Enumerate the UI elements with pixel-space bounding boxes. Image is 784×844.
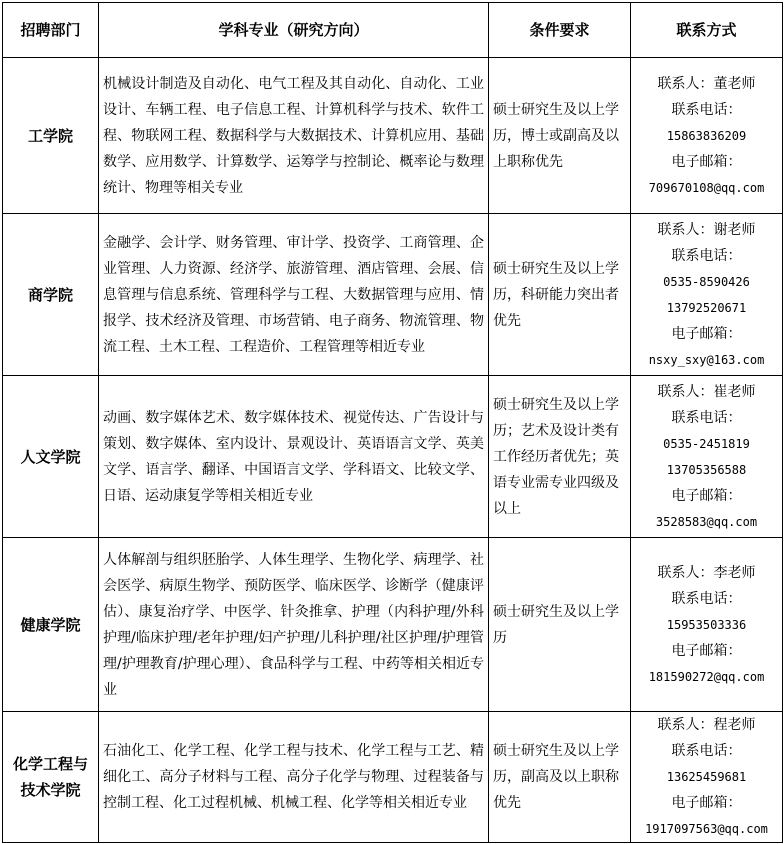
contact-person: 联系人：崔老师 — [657, 383, 756, 400]
requirements-cell: 硕士研究生及以上学历，博士或副高及以上职称优先 — [489, 58, 631, 214]
header-department: 招聘部门 — [3, 3, 99, 58]
email-label: 电子邮箱： — [671, 325, 742, 342]
requirements-cell: 硕士研究生及以上学历 — [489, 538, 631, 712]
email-label: 电子邮箱： — [671, 642, 742, 659]
email-address: nsxy_sxy@163.com — [648, 352, 765, 367]
requirements-cell: 硕士研究生及以上学历，副高及以上职称优先 — [489, 712, 631, 843]
majors-cell: 金融学、会计学、财务管理、审计学、投资学、工商管理、企业管理、人力资源、经济学、旅游管理、酒店管理、会展、信息管理与信息系统、管理科学与工程、大数据管理与应用、情报学、技术经济及管理、市场营销、电子商务、物流管理、物流工程、土木工程、工程造价、工程管理等相近专业 — [99, 214, 489, 376]
contact-person: 联系人：程老师 — [657, 717, 756, 733]
contact-person: 联系人：谢老师 — [657, 221, 756, 238]
phone-number: 13705356588 — [666, 462, 747, 477]
contact-cell — [631, 538, 783, 712]
phone-label: 联系电话： — [671, 247, 742, 264]
header-row — [3, 3, 783, 58]
contact-cell — [631, 214, 783, 376]
phone-number: 15953503336 — [666, 617, 747, 632]
table-row — [3, 538, 783, 712]
phone-label: 联系电话： — [671, 101, 742, 118]
phone-number: 13792520671 — [666, 300, 747, 315]
header-contact: 联系方式 — [631, 3, 783, 58]
contact-cell — [631, 58, 783, 214]
majors-cell: 人体解剖与组织胚胎学、人体生理学、生物化学、病理学、社会医学、病原生物学、预防医学、临床医学、诊断学（健康评估）、康复治疗学、中医学、针灸推拿、护理（内科护理/外科护理/临床护理/老年护理/妇产护理/儿科护理/社区护理/护理管理/护理教育/护理心理）、食品科学与工程、中药等相关相近专业 — [99, 538, 489, 712]
table-row — [3, 712, 783, 843]
header-majors: 学科专业（研究方向） — [99, 3, 489, 58]
contact-cell — [631, 376, 783, 538]
table-row — [3, 58, 783, 214]
phone-number: 13625459681 — [666, 770, 747, 784]
phone-label: 联系电话： — [671, 409, 742, 426]
phone-number: 0535-8590426 — [663, 274, 750, 289]
header-requirements: 条件要求 — [489, 3, 631, 58]
recruitment-table — [2, 2, 783, 843]
majors-cell: 石油化工、化学工程、化学工程与技术、化学工程与工艺、精细化工、高分子材料与工程、高分子化学与物理、过程装备与控制工程、化工过程机械、机械工程、化学等相关相近专业 — [99, 712, 489, 843]
email-label: 电子邮箱： — [671, 487, 742, 504]
majors-cell: 机械设计制造及自动化、电气工程及其自动化、自动化、工业设计、车辆工程、电子信息工程、计算机科学与技术、软件工程、物联网工程、数据科学与大数据技术、计算机应用、基础数学、应用数学、计算数学、运筹学与控制论、概率论与数理统计、物理等相关专业 — [99, 58, 489, 214]
department-cell: 工学院 — [3, 58, 99, 214]
email-address: 709670108@qq.com — [648, 180, 765, 195]
email-label: 电子邮箱： — [671, 795, 742, 811]
requirements-cell: 硕士研究生及以上学历；艺术及设计类有工作经历者优先；英语专业需专业四级及以上 — [489, 376, 631, 538]
email-address: 1917097563@qq.com — [645, 822, 768, 836]
email-address: 181590272@qq.com — [648, 669, 765, 684]
email-address: 3528583@qq.com — [655, 514, 758, 529]
phone-number: 15863836209 — [666, 128, 747, 143]
phone-label: 联系电话： — [671, 743, 742, 759]
phone-number: 0535-2451819 — [663, 436, 750, 451]
phone-label: 联系电话： — [671, 590, 742, 607]
contact-person: 联系人：董老师 — [657, 75, 756, 92]
department-cell: 化学工程与技术学院 — [3, 712, 99, 843]
department-cell: 健康学院 — [3, 538, 99, 712]
department-cell: 商学院 — [3, 214, 99, 376]
email-label: 电子邮箱： — [671, 153, 742, 170]
majors-cell: 动画、数字媒体艺术、数字媒体技术、视觉传达、广告设计与策划、数字媒体、室内设计、景观设计、英语语言文学、英美文学、语言学、翻译、中国语言文学、学科语文、比较文学、日语、运动康复学等相关相近专业 — [99, 376, 489, 538]
table-row — [3, 376, 783, 538]
contact-person: 联系人：李老师 — [657, 564, 756, 581]
requirements-cell: 硕士研究生及以上学历，科研能力突出者优先 — [489, 214, 631, 376]
table-row — [3, 214, 783, 376]
department-cell: 人文学院 — [3, 376, 99, 538]
contact-cell — [631, 712, 783, 843]
